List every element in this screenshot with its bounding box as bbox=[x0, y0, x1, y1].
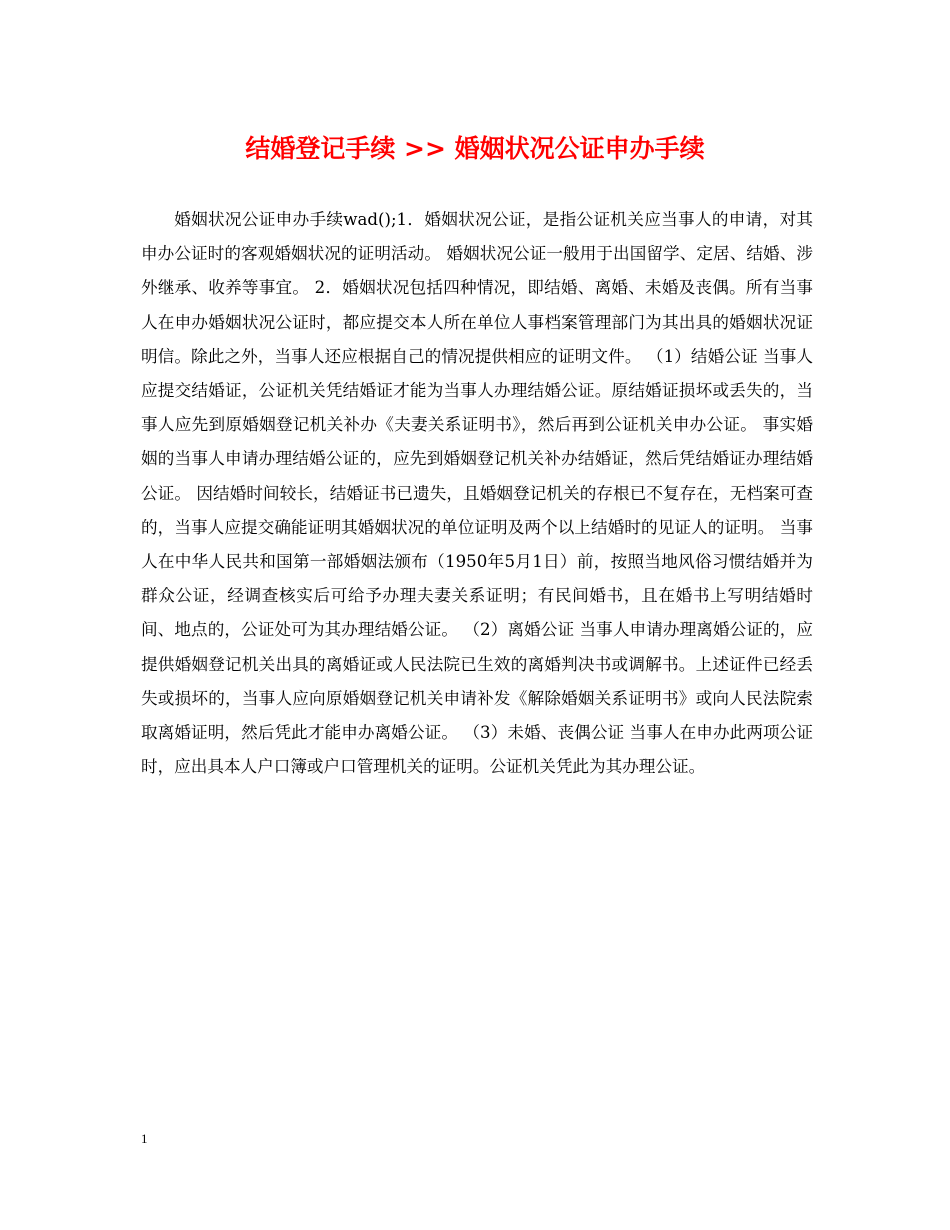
page-number: 1 bbox=[141, 1131, 148, 1146]
document-title: 结婚登记手续 >> 婚姻状况公证申办手续 bbox=[245, 134, 705, 163]
document-body: 婚姻状况公证申办手续wad();1．婚姻状况公证，是指公证机关应当事人的申请，对其申办公证时的客观婚姻状况的证明活动。 婚姻状况公证一般用于出国留学、定居、结婚、涉外继承、收养等事宜。 2．婚姻状况包括四种情况，即结婚、离婚、未婚及丧偶。所有当事人在申办婚姻状况公证时，都应提交本人所在单位人事档案管理部门为其出具的婚姻状况证明信。除此之外，当事人还应根据自己的情况提供相应的证明文件。 （1）结婚公证 当事人应提交结婚证，公证机关凭结婚证才能为当事人办理结婚公证。原结婚证损坏或丢失的，当事人应先到原婚姻登记机关补办《夫妻关系证明书》，然后再到公证机关申办公证。 事实婚姻的当事人申请办理结婚公证的，应先到婚姻登记机关补办结婚证，然后凭结婚证办理结婚公证。 因结婚时间较长，结婚证书已遗失，且婚姻登记机关的存根已不复存在，无档案可查的，当事人应提交确能证明其婚姻状况的单位证明及两个以上结婚时的见证人的证明。 当事人在中华人民共和国第一部婚姻法颁布（1950年5月1日）前，按照当地风俗习惯结婚并为群众公证，经调查核实后可给予办理夫妻关系证明；有民间婚书，且在婚书上写明结婚时间、地点的，公证处可为其办理结婚公证。 （2）离婚公证 当事人申请办理离婚公证的，应提供婚姻登记机关出具的离婚证或人民法院已生效的离婚判决书或调解书。上述证件已经丢失或损坏的，当事人应向原婚姻登记机关申请补发《解除婚姻关系证明书》或向人民法院索取离婚证明，然后凭此才能申办离婚公证。 （3）未婚、丧偶公证 当事人在申办此两项公证时，应出具本人户口簿或户口管理机关的证明。公证机关凭此为其办理公证。 bbox=[141, 210, 813, 777]
